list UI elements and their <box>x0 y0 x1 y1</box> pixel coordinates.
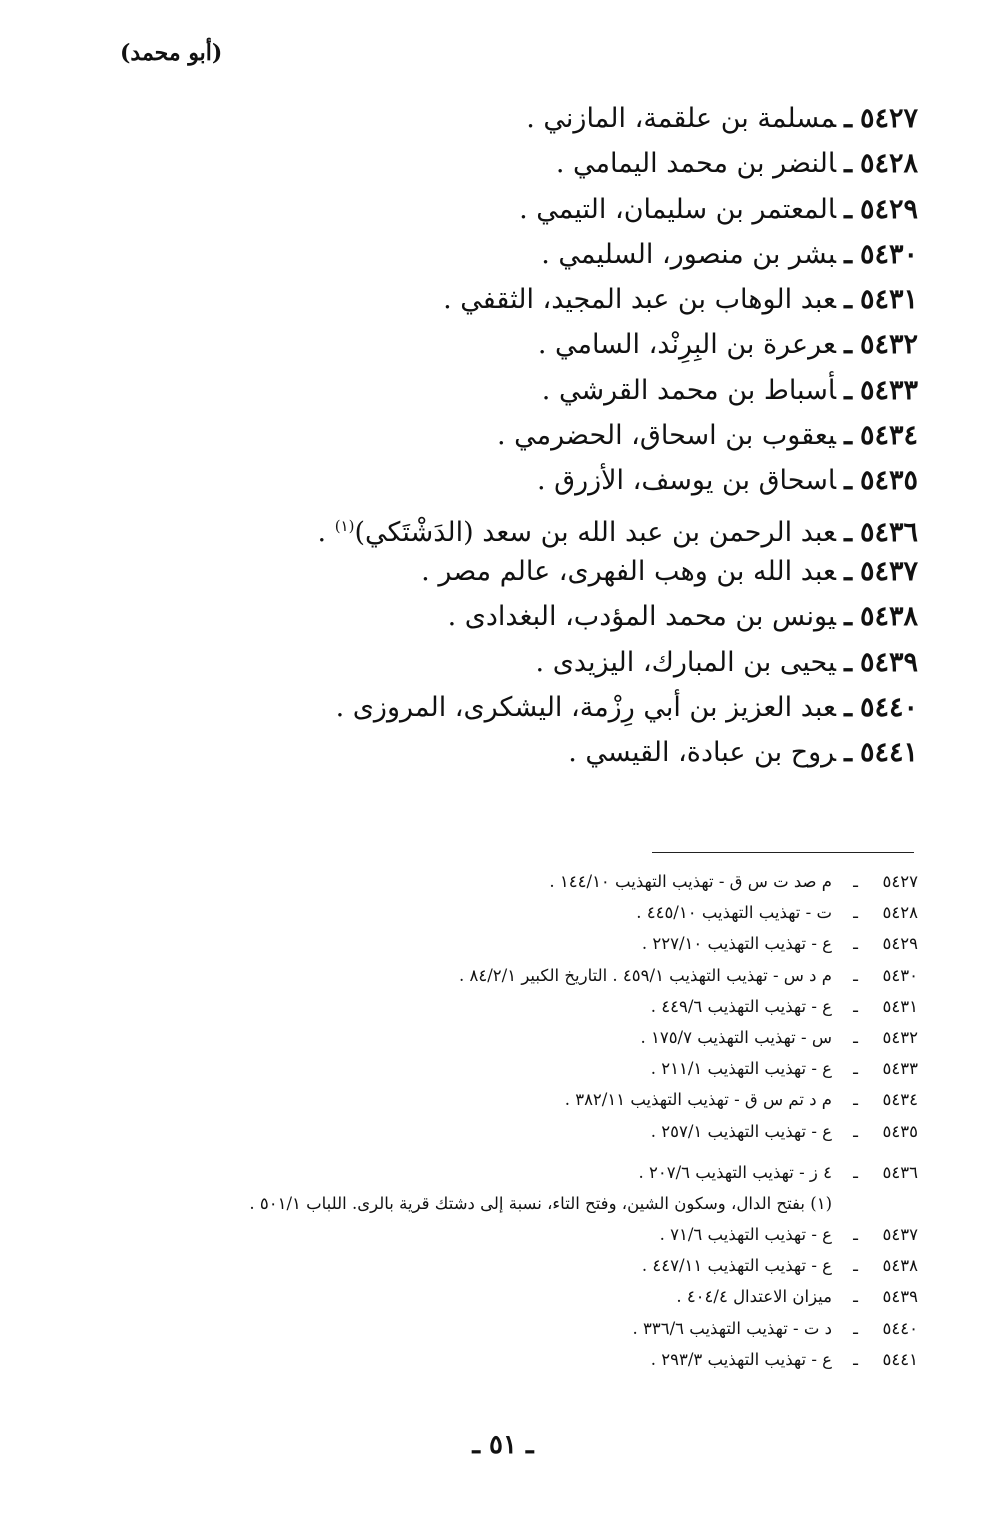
footnote-dash: ـ <box>853 1349 858 1369</box>
footnote-item <box>78 1344 918 1375</box>
entry-name: بشر بن منصور، السليمي . <box>541 238 837 270</box>
entry-item <box>218 96 918 141</box>
entry-name: عبد الوهاب بن عبد المجيد، الثقفي . <box>443 284 837 316</box>
footnote-text: م صد ت س ق - تهذيب التهذيب ١٤٤/١٠ . <box>549 872 832 891</box>
footnote-text: ت - تهذيب التهذيب ٤٤٥/١٠ . <box>636 903 832 923</box>
entry-item <box>218 141 918 186</box>
entry-item <box>218 640 918 685</box>
entry-item <box>218 504 918 549</box>
footnote-item <box>78 991 918 1022</box>
footnote-dash: ـ <box>853 1059 858 1079</box>
entry-dash: ـ <box>844 691 852 723</box>
entry-dash: ـ <box>844 601 852 633</box>
footnote-dash: ـ <box>853 903 858 923</box>
entry-name: يحيى بن المبارك، اليزيدى . <box>535 646 837 678</box>
entry-number: ٥٤٣٢ <box>859 329 918 361</box>
footnote-number: ٥٤٢٩ <box>882 934 918 954</box>
footnote-text: ميزان الاعتدال ٤٠٤/٤ . <box>676 1287 832 1307</box>
entry-dash: ـ <box>844 555 852 587</box>
entry-item <box>218 368 918 413</box>
footnote-item <box>78 1281 918 1312</box>
footnote-text: ع - تهذيب التهذيب ٢١١/١ . <box>650 1059 832 1079</box>
footnote-dash: ـ <box>853 1090 858 1110</box>
entry-name: النضر بن محمد اليمامي . <box>555 148 837 180</box>
footnote-number: ٥٤٢٧ <box>882 872 918 891</box>
footnote-item <box>78 1313 918 1344</box>
footnote-number: ٥٤٣٩ <box>882 1287 918 1307</box>
entry-name: اسحاق بن يوسف، الأزرق . <box>536 465 837 497</box>
footnote-item <box>78 928 918 959</box>
entry-item <box>218 594 918 639</box>
footnote-dash: ـ <box>853 1225 858 1245</box>
entry-number: ٥٤٣٥ <box>859 465 918 497</box>
footnote-number: ٥٤٢٨ <box>882 903 918 923</box>
entry-number: ٥٤٣٣ <box>859 374 918 406</box>
footnote-number: ٥٤٣٤ <box>882 1090 918 1110</box>
footnote-item <box>78 866 918 897</box>
footnote-text: ع - تهذيب التهذيب ٢٥٧/١ . <box>650 1121 832 1141</box>
footnote-text: د ت - تهذيب التهذيب ٣٣٦/٦ . <box>632 1318 832 1338</box>
entry-number: ٥٤٣٤ <box>859 420 918 452</box>
footnote-number: ٥٤٣٧ <box>882 1225 918 1245</box>
entry-name: عبد الله بن وهب الفهرى، عالم مصر . <box>421 555 837 587</box>
entry-tail: . <box>317 516 335 548</box>
entry-dash: ـ <box>844 238 852 270</box>
entry-number: ٥٤٢٨ <box>859 148 918 180</box>
entry-name: عرعرة بن البِرِنْد، السامي . <box>537 329 837 361</box>
footnote-item <box>78 1022 918 1053</box>
running-head: (أبو محمد) <box>120 40 223 66</box>
entry-name: يعقوب بن اسحاق، الحضرمي . <box>497 420 837 452</box>
footnote-dash: ـ <box>853 1318 858 1338</box>
footnote-text: ٤ ز - تهذيب التهذيب ٢٠٧/٦ . <box>638 1162 832 1182</box>
entry-dash: ـ <box>844 103 852 134</box>
footnote-item <box>78 960 918 991</box>
footnote-text: ع - تهذيب التهذيب ٤٤٩/٦ . <box>650 996 832 1016</box>
entry-name: يونس بن محمد المؤدب، البغدادى . <box>447 601 837 633</box>
footnote-number: ٥٤٣٥ <box>882 1121 918 1141</box>
entry-item <box>218 730 918 775</box>
footnote-item <box>78 1250 918 1281</box>
footnote-number: ٥٤٣٨ <box>882 1256 918 1276</box>
entry-number: ٥٤٢٧ <box>859 103 918 134</box>
entry-item <box>218 277 918 322</box>
footnote-text: س - تهذيب التهذيب ١٧٥/٧ . <box>640 1027 832 1047</box>
footnote-number: ٥٤٣٢ <box>882 1027 918 1047</box>
entry-dash: ـ <box>844 193 852 225</box>
entry-dash: ـ <box>844 329 852 361</box>
footnote-text: ع - تهذيب التهذيب ٢٩٣/٣ . <box>650 1349 832 1369</box>
footnote-dash: ـ <box>853 1162 858 1182</box>
entry-name: المعتمر بن سليمان، التيمي . <box>519 193 837 225</box>
footnote-dash: ـ <box>853 1027 858 1047</box>
entry-name: مسلمة بن علقمة، المازني . <box>526 103 837 134</box>
entry-item <box>218 322 918 367</box>
entry-item <box>218 187 918 232</box>
footnote-item <box>78 1219 918 1250</box>
entry-number: ٥٤٤٠ <box>859 691 918 723</box>
entry-number: ٥٤٤١ <box>859 737 918 769</box>
entry-item <box>218 413 918 458</box>
footnote-text: م د تم س ق - تهذيب التهذيب ٣٨٢/١١ . <box>564 1090 832 1110</box>
footnote-dash: ـ <box>853 872 858 891</box>
entry-name: عبد العزيز بن أبي رِزْمة، اليشكرى، المروزى . <box>335 691 837 723</box>
footnote-item <box>78 1053 918 1084</box>
footnote-dash: ـ <box>853 996 858 1016</box>
page-number: ـ ٥١ ـ <box>472 1430 534 1460</box>
entry-name: روح بن عبادة، القيسي . <box>568 737 837 769</box>
entry-name: أسباط بن محمد القرشي . <box>541 374 837 406</box>
footnote-list <box>78 866 918 1375</box>
entry-name: عبد الرحمن بن عبد الله بن سعد (الدَشْتَكي) <box>354 516 837 548</box>
footnote-text: ع - تهذيب التهذيب ٤٤٧/١١ . <box>641 1256 832 1276</box>
footnote-text: (١) بفتح الدال، وسكون الشين، وفتح التاء، نسبة إلى دشتك قرية بالرى. اللباب ٥٠١/١ . <box>249 1193 832 1213</box>
entry-dash: ـ <box>844 420 852 452</box>
footnote-number: ٥٤٣٣ <box>882 1059 918 1079</box>
footnote-item <box>78 1157 918 1188</box>
entry-item <box>218 685 918 730</box>
entry-item <box>218 232 918 277</box>
footnote-explanation <box>78 1188 918 1219</box>
footnote-text: م د س - تهذيب التهذيب ٤٥٩/١ . التاريخ الكبير ٨٤/٢/١ . <box>459 965 832 985</box>
footnote-dash: ـ <box>853 1121 858 1141</box>
footnote-dash: ـ <box>853 1256 858 1276</box>
entry-item <box>218 458 918 503</box>
footnote-text: ع - تهذيب التهذيب ٢٢٧/١٠ . <box>641 934 832 954</box>
entry-number: ٥٤٣٦ <box>859 516 918 548</box>
footnote-item <box>78 897 918 928</box>
footnote-number: ٥٤٣٠ <box>882 965 918 985</box>
footnote-text: ع - تهذيب التهذيب ٧١/٦ . <box>659 1225 832 1245</box>
entry-item <box>218 549 918 594</box>
entry-dash: ـ <box>844 148 852 180</box>
footnote-number: ٥٤٤١ <box>882 1349 918 1369</box>
entry-dash: ـ <box>844 284 852 316</box>
footnote-dash: ـ <box>853 965 858 985</box>
entry-number: ٥٤٢٩ <box>859 193 918 225</box>
entry-dash: ـ <box>844 646 852 678</box>
entry-number: ٥٤٣٠ <box>859 238 918 270</box>
entry-number: ٥٤٣١ <box>859 284 918 316</box>
entry-dash: ـ <box>844 374 852 406</box>
entry-dash: ـ <box>844 465 852 497</box>
footnote-number: ٥٤٣١ <box>882 996 918 1016</box>
footnote-rule <box>652 852 914 853</box>
footnote-marker: (١) <box>334 516 355 535</box>
entry-number: ٥٤٣٨ <box>859 601 918 633</box>
footnote-number: ٥٤٤٠ <box>882 1318 918 1338</box>
entry-dash: ـ <box>844 737 852 769</box>
entry-dash: ـ <box>844 516 852 548</box>
footnote-dash: ـ <box>853 934 858 954</box>
footnote-item <box>78 1116 918 1147</box>
footnote-number: ٥٤٣٦ <box>882 1162 918 1182</box>
footnote-item <box>78 1084 918 1115</box>
entry-list <box>218 96 918 775</box>
footnote-dash: ـ <box>853 1287 858 1307</box>
entry-number: ٥٤٣٩ <box>859 646 918 678</box>
entry-number: ٥٤٣٧ <box>859 555 918 587</box>
